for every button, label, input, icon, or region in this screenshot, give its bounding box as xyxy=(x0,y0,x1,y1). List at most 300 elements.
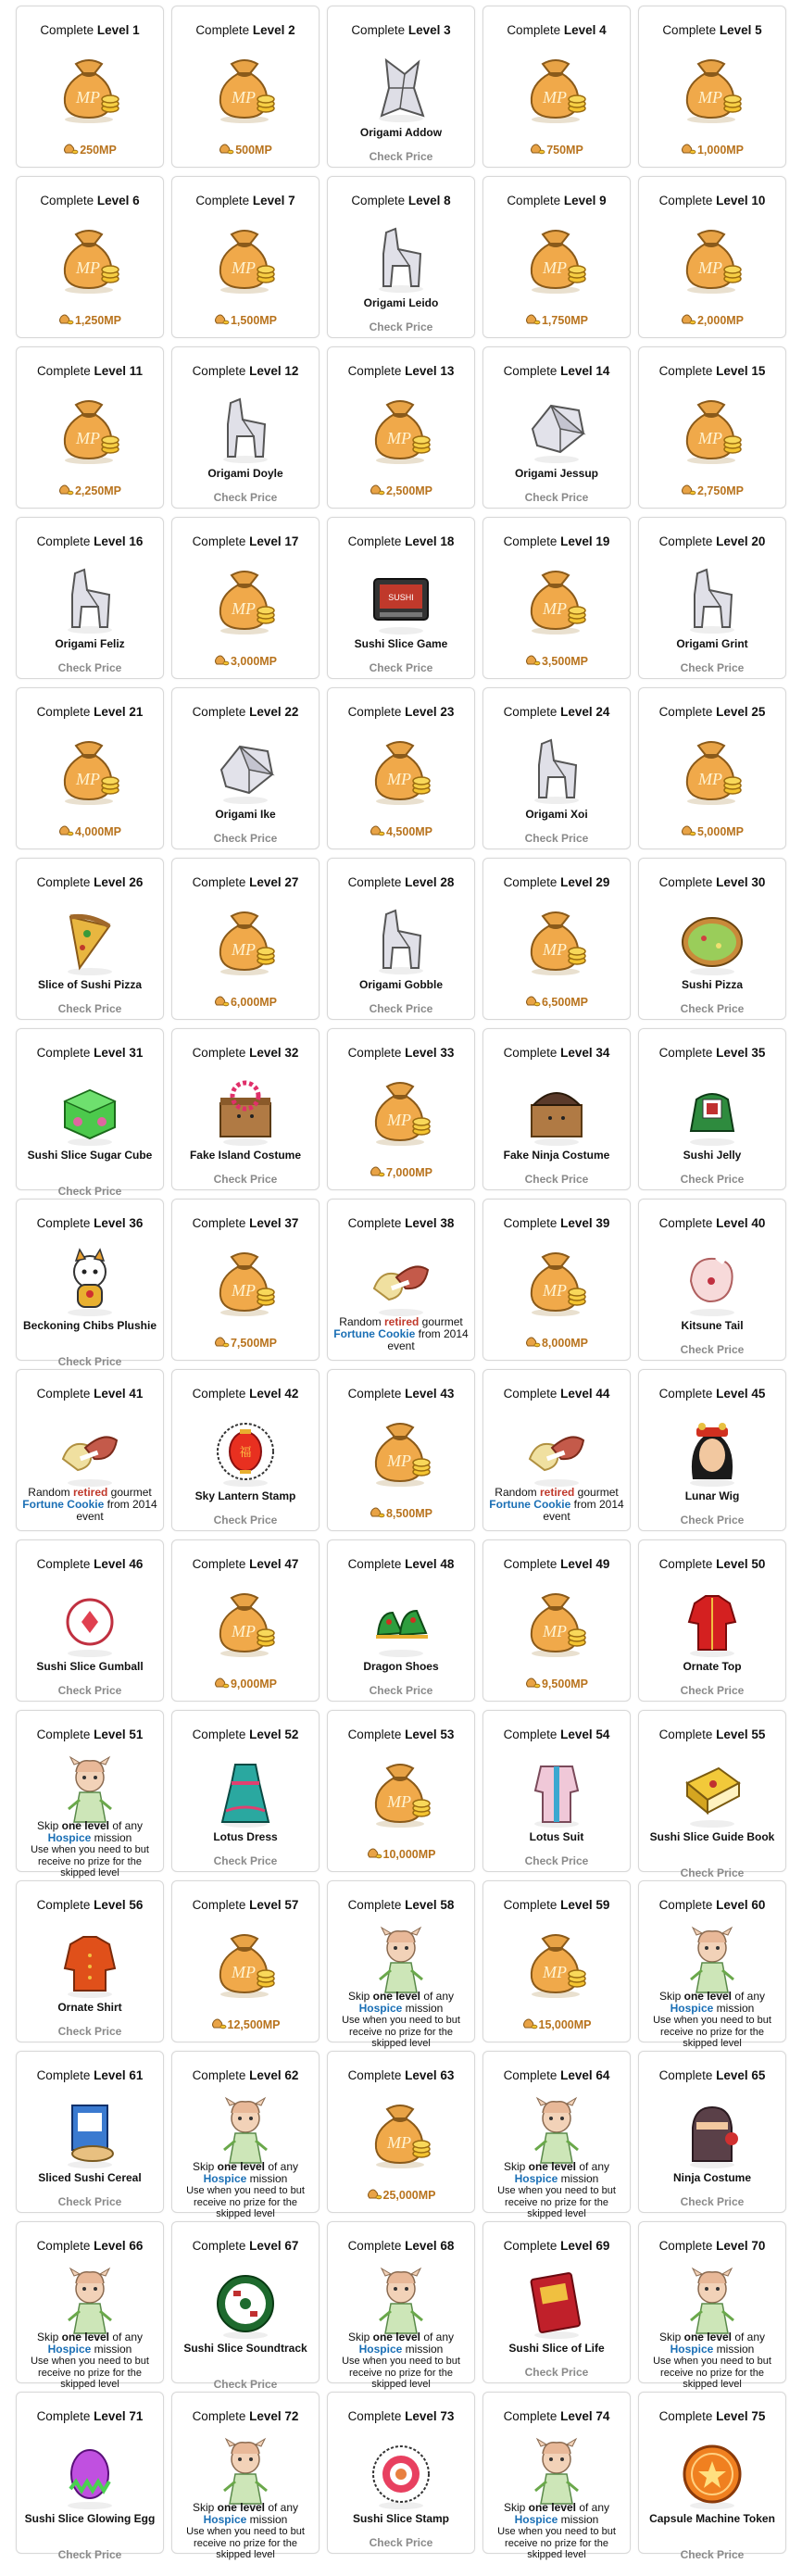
mp-amount xyxy=(172,655,319,668)
level-word: Level xyxy=(719,23,752,37)
skip-level-description xyxy=(176,2161,315,2220)
check-price-link[interactable]: Check Price xyxy=(524,491,589,504)
item-name: Lotus Suit xyxy=(529,1830,584,1843)
level-number: 39 xyxy=(595,1216,610,1230)
level-number: 35 xyxy=(751,1046,766,1060)
reward-card-level-12 xyxy=(171,346,320,509)
level-number: 2 xyxy=(288,23,295,37)
level-number: 8 xyxy=(444,194,451,207)
level-heading xyxy=(172,534,319,549)
check-price-link[interactable]: Check Price xyxy=(369,150,433,163)
guide-book-icon xyxy=(674,1755,750,1829)
level-word: Level xyxy=(560,2409,593,2423)
mp-coin-icon xyxy=(367,2189,382,2200)
level-heading xyxy=(639,2409,785,2424)
mp-value: 9,500MP xyxy=(541,1678,589,1690)
skip-text: mission xyxy=(246,2513,288,2526)
reward-card-level-54 xyxy=(482,1710,631,1872)
level-word: Level xyxy=(249,2068,282,2082)
level-prefix: Complete xyxy=(503,1387,558,1401)
check-price-link[interactable]: Check Price xyxy=(369,320,433,333)
ornate-shirt-icon xyxy=(52,1926,128,2000)
check-price-link[interactable]: Check Price xyxy=(680,2195,745,2208)
sushi-jelly-icon xyxy=(674,1074,750,1148)
level-number: 49 xyxy=(595,1557,610,1571)
level-word: Level xyxy=(407,23,441,37)
item-name: Sushi Pizza xyxy=(681,978,744,991)
level-prefix: Complete xyxy=(351,194,406,207)
reward-card-level-23 xyxy=(327,687,475,849)
check-price-link[interactable]: Check Price xyxy=(213,832,278,845)
check-price-link[interactable]: Check Price xyxy=(213,1854,278,1867)
hospice-skip-icon xyxy=(52,2267,128,2341)
level-prefix: Complete xyxy=(503,1898,558,1912)
mp-value: 10,000MP xyxy=(382,1848,436,1861)
cookie-text: Random xyxy=(495,1486,540,1499)
check-price-link[interactable]: Check Price xyxy=(524,832,589,845)
level-prefix: Complete xyxy=(36,705,91,719)
level-heading xyxy=(17,194,163,208)
level-prefix: Complete xyxy=(192,2068,246,2082)
lotus-suit-icon xyxy=(519,1755,595,1829)
level-word: Level xyxy=(94,875,126,889)
skip-note: Use when you need to but receive no prize for the skipped level xyxy=(31,2356,149,2390)
skip-one-level: one level xyxy=(372,2331,420,2344)
skip-level-description xyxy=(643,1991,782,2050)
skip-text: of any xyxy=(576,2160,610,2173)
mp-bag-icon xyxy=(207,1926,283,2000)
level-number: 32 xyxy=(284,1046,299,1060)
mp-amount xyxy=(328,825,474,838)
level-prefix: Complete xyxy=(503,1216,558,1230)
hospice-link: Hospice xyxy=(358,2343,403,2356)
game-cartridge-icon xyxy=(363,562,439,636)
level-heading xyxy=(17,875,163,890)
level-number: 58 xyxy=(440,1898,455,1912)
skip-text: mission xyxy=(402,2002,444,2015)
level-prefix: Complete xyxy=(36,2068,91,2082)
level-prefix: Complete xyxy=(658,364,713,378)
mp-value: 6,500MP xyxy=(541,996,589,1009)
level-prefix: Complete xyxy=(658,1557,713,1571)
level-heading xyxy=(172,1898,319,1913)
level-number: 42 xyxy=(284,1387,299,1401)
skip-text: of any xyxy=(732,1990,766,2003)
hospice-skip-icon xyxy=(519,2437,595,2511)
level-word: Level xyxy=(407,194,441,207)
level-word: Level xyxy=(716,875,748,889)
level-word: Level xyxy=(405,2239,437,2253)
item-name: Fake Island Costume xyxy=(189,1149,302,1162)
hospice-link: Hospice xyxy=(47,1831,92,1844)
level-heading xyxy=(172,23,319,38)
check-price-link[interactable]: Check Price xyxy=(369,661,433,674)
level-heading xyxy=(17,1557,163,1572)
mp-coin-icon xyxy=(211,2018,226,2029)
level-heading xyxy=(639,1046,785,1061)
level-prefix: Complete xyxy=(192,875,246,889)
mp-bag-icon xyxy=(207,562,283,636)
svg-text:MP: MP xyxy=(543,1622,567,1640)
skip-text: of any xyxy=(265,2160,299,2173)
level-heading xyxy=(17,1728,163,1742)
level-prefix: Complete xyxy=(347,2068,402,2082)
mp-bag-icon xyxy=(674,733,750,807)
mp-value: 8,500MP xyxy=(385,1507,433,1520)
mp-amount xyxy=(328,1166,474,1179)
mp-coin-icon xyxy=(530,144,545,155)
level-number: 59 xyxy=(595,1898,610,1912)
level-word: Level xyxy=(94,1898,126,1912)
level-word: Level xyxy=(94,2068,126,2082)
hospice-link: Hospice xyxy=(203,2172,247,2185)
mp-amount xyxy=(483,2018,630,2031)
level-prefix: Complete xyxy=(192,364,246,378)
level-number: 48 xyxy=(440,1557,455,1571)
level-heading xyxy=(328,534,474,549)
level-prefix: Complete xyxy=(192,1728,246,1741)
mp-amount xyxy=(328,1848,474,1861)
check-price-link[interactable]: Check Price xyxy=(57,661,122,674)
check-price-link[interactable]: Check Price xyxy=(57,2195,122,2208)
hospice-skip-icon xyxy=(52,1755,128,1829)
level-prefix: Complete xyxy=(36,1898,91,1912)
mp-coin-icon xyxy=(214,1337,229,1348)
mp-bag-icon xyxy=(363,2096,439,2170)
mp-coin-icon xyxy=(214,655,229,666)
level-word: Level xyxy=(405,705,437,719)
level-heading xyxy=(17,23,163,38)
skip-level-description xyxy=(643,2331,782,2391)
level-word: Level xyxy=(716,1898,748,1912)
level-prefix: Complete xyxy=(347,2239,402,2253)
level-heading xyxy=(483,194,630,208)
hospice-skip-icon xyxy=(363,2267,439,2341)
sushi-stamp-icon xyxy=(363,2437,439,2511)
level-prefix: Complete xyxy=(503,2068,558,2082)
check-price-link[interactable]: Check Price xyxy=(213,1173,278,1186)
mp-amount xyxy=(172,1337,319,1350)
level-prefix: Complete xyxy=(351,23,406,37)
gumball-icon xyxy=(52,1585,128,1659)
level-heading xyxy=(328,364,474,379)
mp-value: 12,500MP xyxy=(227,2018,281,2031)
level-heading xyxy=(17,534,163,549)
level-word: Level xyxy=(716,2239,748,2253)
chibs-plushie-icon xyxy=(52,1244,128,1318)
reward-card-level-56 xyxy=(16,1880,164,2042)
reward-card-level-55 xyxy=(638,1710,786,1879)
mp-coin-icon xyxy=(681,484,695,496)
hospice-link: Hospice xyxy=(47,2343,92,2356)
level-number: 10 xyxy=(751,194,766,207)
skip-note: Use when you need to but receive no prize for the skipped level xyxy=(342,2356,460,2390)
check-price-link[interactable]: Check Price xyxy=(524,2366,589,2379)
level-word: Level xyxy=(716,1557,748,1571)
cookie-name: Fortune Cookie xyxy=(333,1327,416,1340)
level-word: Level xyxy=(249,875,282,889)
cookie-text: from 2014 event xyxy=(76,1498,157,1523)
check-price-link[interactable]: Check Price xyxy=(57,1355,122,1368)
level-prefix: Complete xyxy=(36,875,91,889)
level-word: Level xyxy=(94,1557,126,1571)
reward-card-level-49 xyxy=(482,1539,631,1702)
reward-card-level-64 xyxy=(482,2051,631,2219)
mp-bag-icon xyxy=(52,392,128,466)
level-word: Level xyxy=(405,2068,437,2082)
mp-value: 4,000MP xyxy=(74,825,122,838)
skip-one-level: one level xyxy=(528,2160,576,2173)
level-heading xyxy=(172,1557,319,1572)
item-name: Origami Xoi xyxy=(525,808,588,821)
item-name: Sky Lantern Stamp xyxy=(194,1489,296,1502)
level-prefix: Complete xyxy=(40,23,94,37)
level-prefix: Complete xyxy=(503,2409,558,2423)
level-heading xyxy=(639,364,785,379)
item-name: Sushi Slice of Life xyxy=(508,2342,605,2355)
level-prefix: Complete xyxy=(347,705,402,719)
level-word: Level xyxy=(716,2068,748,2082)
skip-note: Use when you need to but receive no prize for the skipped level xyxy=(342,2015,460,2049)
item-name: Sliced Sushi Cereal xyxy=(38,2171,142,2184)
level-number: 17 xyxy=(284,534,299,548)
mp-bag-icon xyxy=(674,221,750,295)
level-prefix: Complete xyxy=(658,705,713,719)
level-heading xyxy=(172,2239,319,2254)
level-heading xyxy=(483,23,630,38)
check-price-link[interactable]: Check Price xyxy=(213,491,278,504)
check-price-link[interactable]: Check Price xyxy=(57,2548,122,2561)
mp-bag-icon xyxy=(363,392,439,466)
reward-card-level-59 xyxy=(482,1880,631,2042)
skip-level-description xyxy=(332,2331,470,2391)
level-prefix: Complete xyxy=(36,1728,91,1741)
level-heading xyxy=(172,1728,319,1742)
item-name: Origami Grint xyxy=(676,637,748,650)
level-number: 44 xyxy=(595,1387,610,1401)
reward-card-level-31 xyxy=(16,1028,164,1198)
level-number: 54 xyxy=(595,1728,610,1741)
level-number: 33 xyxy=(440,1046,455,1060)
skip-text: of any xyxy=(420,1990,455,2003)
reward-card-level-22 xyxy=(171,687,320,849)
mp-bag-icon xyxy=(519,221,595,295)
item-name: Origami Gobble xyxy=(358,978,443,991)
check-price-link[interactable]: Check Price xyxy=(680,1343,745,1356)
level-prefix: Complete xyxy=(192,705,246,719)
mp-amount xyxy=(483,655,630,668)
check-price-link[interactable]: Check Price xyxy=(680,661,745,674)
cookie-text: gourmet xyxy=(107,1486,152,1499)
level-number: 23 xyxy=(440,705,455,719)
check-price-link[interactable]: Check Price xyxy=(57,1002,122,1015)
reward-card-level-41 xyxy=(16,1369,164,1531)
hospice-skip-icon xyxy=(519,2096,595,2170)
item-name: Origami Doyle xyxy=(207,467,283,480)
reward-card-level-52 xyxy=(171,1710,320,1872)
mp-coin-icon xyxy=(525,655,540,666)
check-price-link[interactable]: Check Price xyxy=(680,1002,745,1015)
level-heading xyxy=(483,364,630,379)
check-price-link[interactable]: Check Price xyxy=(680,1866,745,1879)
check-price-link[interactable]: Check Price xyxy=(680,2548,745,2561)
reward-card-level-62 xyxy=(171,2051,320,2219)
level-word: Level xyxy=(560,1557,593,1571)
mp-coin-icon xyxy=(370,1507,384,1518)
soundtrack-icon xyxy=(207,2267,283,2341)
ninja-costume-icon xyxy=(674,2096,750,2170)
skip-text: Skip xyxy=(658,1990,682,2003)
level-prefix: Complete xyxy=(658,1216,713,1230)
reward-card-level-25 xyxy=(638,687,786,849)
level-number: 36 xyxy=(129,1216,144,1230)
hospice-skip-icon xyxy=(207,2096,283,2170)
level-heading xyxy=(639,2239,785,2254)
sushi-pizza-icon xyxy=(674,903,750,977)
check-price-link[interactable]: Check Price xyxy=(213,1514,278,1527)
item-name: Origami Leido xyxy=(363,296,439,309)
level-word: Level xyxy=(560,875,593,889)
level-prefix: Complete xyxy=(507,194,561,207)
skip-text: Skip xyxy=(503,2160,526,2173)
cookie-retired: retired xyxy=(72,1486,108,1499)
skip-text: Skip xyxy=(658,2331,682,2344)
level-heading xyxy=(483,2409,630,2424)
reward-card-level-75 xyxy=(638,2392,786,2561)
cookie-text: Random xyxy=(28,1486,73,1499)
origami-ike-icon xyxy=(207,733,283,807)
level-prefix: Complete xyxy=(658,194,713,207)
reward-card-level-48 xyxy=(327,1539,475,1702)
skip-text: mission xyxy=(558,2513,599,2526)
check-price-link[interactable]: Check Price xyxy=(57,1684,122,1697)
svg-text:MP: MP xyxy=(387,429,411,447)
item-name: Sushi Slice Stamp xyxy=(352,2512,450,2525)
check-price-link[interactable]: Check Price xyxy=(369,1002,433,1015)
skip-one-level: one level xyxy=(61,2331,109,2344)
level-heading xyxy=(17,1216,163,1231)
skip-level-description xyxy=(332,1991,470,2050)
level-heading xyxy=(483,705,630,720)
svg-text:MP: MP xyxy=(387,1792,411,1811)
mp-coin-icon xyxy=(525,1678,540,1689)
cookie-text: gourmet xyxy=(574,1486,619,1499)
island-costume-box-icon xyxy=(207,1074,283,1148)
level-heading xyxy=(328,2239,474,2254)
check-price-link[interactable]: Check Price xyxy=(524,1173,589,1186)
level-word: Level xyxy=(716,1216,748,1230)
mp-coin-icon xyxy=(370,825,384,836)
skip-text: of any xyxy=(420,2331,455,2344)
mp-amount xyxy=(328,2189,474,2202)
reward-card-level-60 xyxy=(638,1880,786,2049)
item-name: Sushi Slice Sugar Cube xyxy=(27,1149,153,1162)
level-heading xyxy=(17,364,163,379)
level-number: 29 xyxy=(595,875,610,889)
reward-card-level-21 xyxy=(16,687,164,849)
level-prefix: Complete xyxy=(195,23,250,37)
mp-bag-icon xyxy=(207,903,283,977)
level-word: Level xyxy=(96,194,130,207)
hospice-skip-icon xyxy=(674,2267,750,2341)
level-heading xyxy=(328,2068,474,2083)
level-heading xyxy=(328,1216,474,1231)
pizza-slice-icon xyxy=(52,903,128,977)
skip-level-description xyxy=(487,2161,626,2220)
reward-card-level-37 xyxy=(171,1199,320,1361)
level-number: 7 xyxy=(288,194,295,207)
level-number: 26 xyxy=(129,875,144,889)
level-word: Level xyxy=(94,2409,126,2423)
level-prefix: Complete xyxy=(36,1046,91,1060)
level-word: Level xyxy=(94,534,126,548)
check-price-link[interactable]: Check Price xyxy=(369,2536,433,2549)
level-prefix: Complete xyxy=(192,1387,246,1401)
reward-card-level-18 xyxy=(327,517,475,679)
hospice-link: Hospice xyxy=(514,2172,558,2185)
check-price-link[interactable]: Check Price xyxy=(680,1514,745,1527)
skip-level-description xyxy=(20,2331,159,2391)
check-price-link[interactable]: Check Price xyxy=(524,1854,589,1867)
level-word: Level xyxy=(96,23,130,37)
mp-value: 3,000MP xyxy=(230,655,278,668)
mp-bag-icon xyxy=(519,1244,595,1318)
svg-text:MP: MP xyxy=(543,940,567,959)
fortune-cookie-icon xyxy=(363,1244,439,1318)
item-name: Dragon Shoes xyxy=(363,1660,439,1673)
check-price-link[interactable]: Check Price xyxy=(680,1684,745,1697)
level-prefix: Complete xyxy=(347,875,402,889)
level-heading xyxy=(483,2239,630,2254)
level-heading xyxy=(483,534,630,549)
level-prefix: Complete xyxy=(347,1216,402,1230)
level-heading xyxy=(328,705,474,720)
skip-text: of any xyxy=(265,2501,299,2514)
check-price-link[interactable]: Check Price xyxy=(369,1684,433,1697)
mp-bag-icon xyxy=(52,221,128,295)
check-price-link[interactable]: Check Price xyxy=(680,1173,745,1186)
level-heading xyxy=(172,194,319,208)
skip-text: mission xyxy=(402,2343,444,2356)
level-number: 6 xyxy=(132,194,140,207)
level-word: Level xyxy=(94,364,127,378)
level-prefix: Complete xyxy=(192,2239,246,2253)
item-name: Sushi Slice Game xyxy=(354,637,448,650)
skip-text: mission xyxy=(713,2343,755,2356)
level-number: 72 xyxy=(284,2409,299,2423)
reward-card-level-43 xyxy=(327,1369,475,1531)
check-price-link[interactable]: Check Price xyxy=(213,2378,278,2391)
skip-one-level: one level xyxy=(683,2331,732,2344)
reward-card-level-50 xyxy=(638,1539,786,1702)
level-word: Level xyxy=(249,1216,282,1230)
check-price-link[interactable]: Check Price xyxy=(57,1185,122,1198)
mp-amount xyxy=(483,996,630,1009)
check-price-link[interactable]: Check Price xyxy=(57,2025,122,2038)
reward-card-level-15 xyxy=(638,346,786,509)
level-prefix: Complete xyxy=(192,2409,246,2423)
skip-level-description xyxy=(20,1820,159,1879)
level-word: Level xyxy=(94,1728,126,1741)
mp-amount xyxy=(639,314,785,327)
level-heading xyxy=(639,1728,785,1742)
level-word: Level xyxy=(405,364,437,378)
reward-card-level-39 xyxy=(482,1199,631,1361)
item-name: Sushi Jelly xyxy=(683,1149,742,1162)
level-word: Level xyxy=(94,705,126,719)
skip-text: Skip xyxy=(347,2331,370,2344)
level-word: Level xyxy=(249,705,282,719)
